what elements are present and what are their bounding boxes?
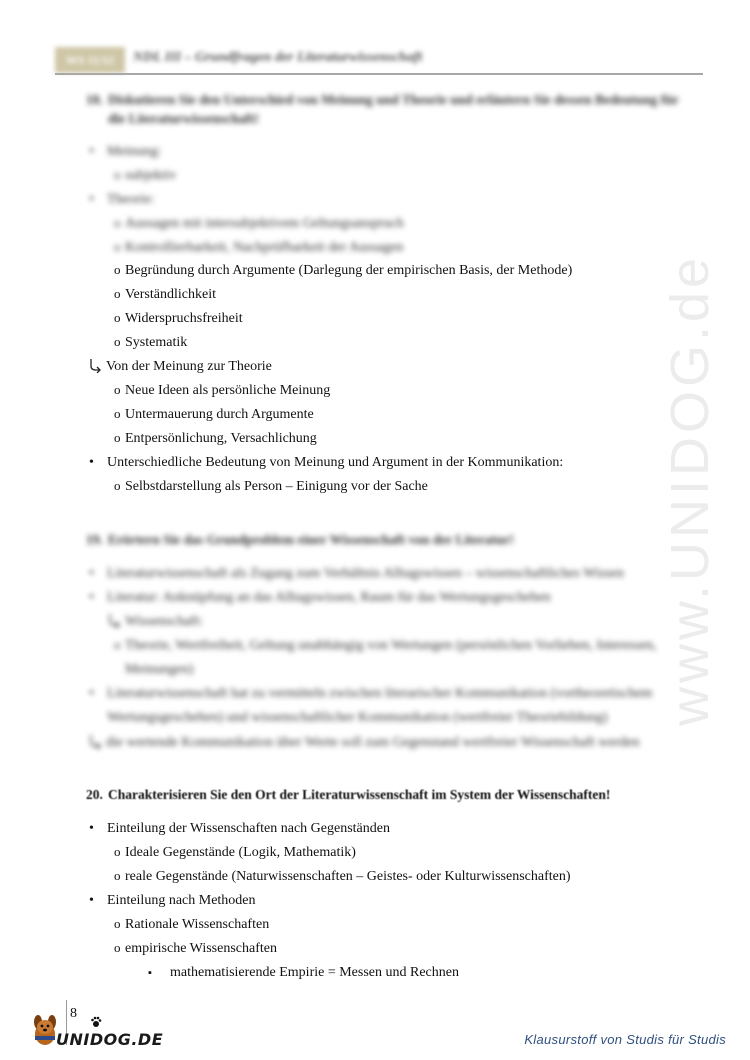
curved-arrow-icon	[88, 357, 102, 373]
list-item-label: die wertende Kommunikation über Werte soll zum Gegenstand wertfreier Wissenschaft werden	[106, 735, 640, 750]
list-item: o Systematik	[125, 333, 187, 353]
page-header	[55, 47, 703, 73]
question-text: Erörtern Sie das Grundproblem einer Wissenschaft von der Literatur!	[108, 532, 514, 547]
list-item: o subjektiv	[125, 166, 176, 186]
list-item: o empirische Wissenschaften	[125, 939, 277, 959]
list-item: • Literatur: Anknüpfung an das Alltagswissen, Raum für das Wertungsgeschehen	[107, 588, 551, 608]
list-item: • Unterschiedliche Bedeutung von Meinung und Argument in der Kommunikation:	[107, 453, 563, 473]
list-item: • Literaturwissenschaft hat zu vermitteln zwischen literarischer Kommunikation (vortheoretischem	[107, 684, 652, 704]
question-text: Diskutieren Sie den Unterschied von Meinung und Theorie und erläutern Sie dessen Bedeutung für	[108, 92, 679, 107]
list-item: o Selbstdarstellung als Person – Einigung vor der Sache	[125, 477, 428, 497]
question-number: 20.	[86, 787, 103, 802]
question-number: 19.	[86, 532, 103, 547]
list-item-arrow	[125, 612, 203, 632]
list-item-cont: Wertungsgeschehen) und wissenschaftlicher Kommunikation (wertfreier Theoriebildung)	[107, 710, 608, 725]
list-item: ▪ mathematisierende Empirie = Messen und Rechnen	[170, 963, 459, 983]
list-item-label: Wissenschaft:	[125, 614, 203, 629]
header-rule	[55, 73, 703, 75]
list-item: o Untermauerung durch Argumente	[125, 405, 314, 425]
list-item-arrow	[106, 357, 272, 377]
footer-tagline: Klausurstoff von Studis für Studis	[524, 1032, 726, 1047]
list-item-cont: Meinungen)	[125, 662, 194, 677]
question-19-title	[86, 529, 514, 551]
list-item: o Begründung durch Argumente (Darlegung der empirischen Basis, der Methode)	[125, 261, 572, 281]
list-item: o reale Gegenstände (Naturwissenschaften – Geistes- oder Kulturwissenschaften)	[125, 867, 571, 887]
list-item: o Neue Ideen als persönliche Meinung	[125, 381, 330, 401]
list-item: o Verständlichkeit	[125, 285, 216, 305]
question-text: Charakterisieren Sie den Ort der Literaturwissenschaft im System der Wissenschaften!	[108, 787, 611, 802]
list-item: o Widerspruchsfreiheit	[125, 309, 243, 329]
question-18-title-cont: die Literaturwissenschaft!	[108, 111, 260, 126]
curved-arrow-icon	[107, 612, 121, 628]
list-item: o Aussagen mit intersubjektivem Geltungsanspruch	[125, 214, 404, 234]
logo-text: UNIDOG.DE	[56, 1030, 164, 1049]
list-item: • Meinung:	[107, 142, 161, 162]
curved-arrow-icon	[88, 733, 102, 749]
list-item-arrow	[106, 733, 640, 753]
semester-tag: WS 11/12	[55, 47, 125, 73]
list-item: • Theorie:	[107, 190, 154, 210]
list-item: o Rationale Wissenschaften	[125, 915, 269, 935]
list-item: o Entpersönlichung, Versachlichung	[125, 429, 317, 449]
list-item-label: Von der Meinung zur Theorie	[106, 359, 272, 374]
course-title: NDL III – Grundfragen der Literaturwissenschaft	[133, 50, 423, 65]
page-number: 8	[70, 1006, 77, 1021]
list-item: • Literaturwissenschaft als Zugang zum Verhältnis Alltagswissen – wissenschaftliches Wissen	[107, 564, 624, 584]
list-item: o Ideale Gegenstände (Logik, Mathematik)	[125, 843, 356, 863]
list-item: • Einteilung der Wissenschaften nach Gegenständen	[107, 819, 390, 839]
question-20-title	[86, 784, 610, 806]
question-number: 18.	[86, 92, 103, 107]
watermark: www.UNIDOG.de	[660, 253, 720, 726]
list-item: o Kontrollierbarkeit, Nachprüfbarkeit der Aussagen	[125, 238, 403, 258]
paw-icon	[90, 1016, 102, 1028]
unidog-logo	[30, 1010, 164, 1050]
list-item: o Theorie, Wertfreiheit, Geltung unabhängig von Wertungen (persönlichen Vorlieben, Interessen,	[125, 636, 657, 656]
list-item: • Einteilung nach Methoden	[107, 891, 256, 911]
